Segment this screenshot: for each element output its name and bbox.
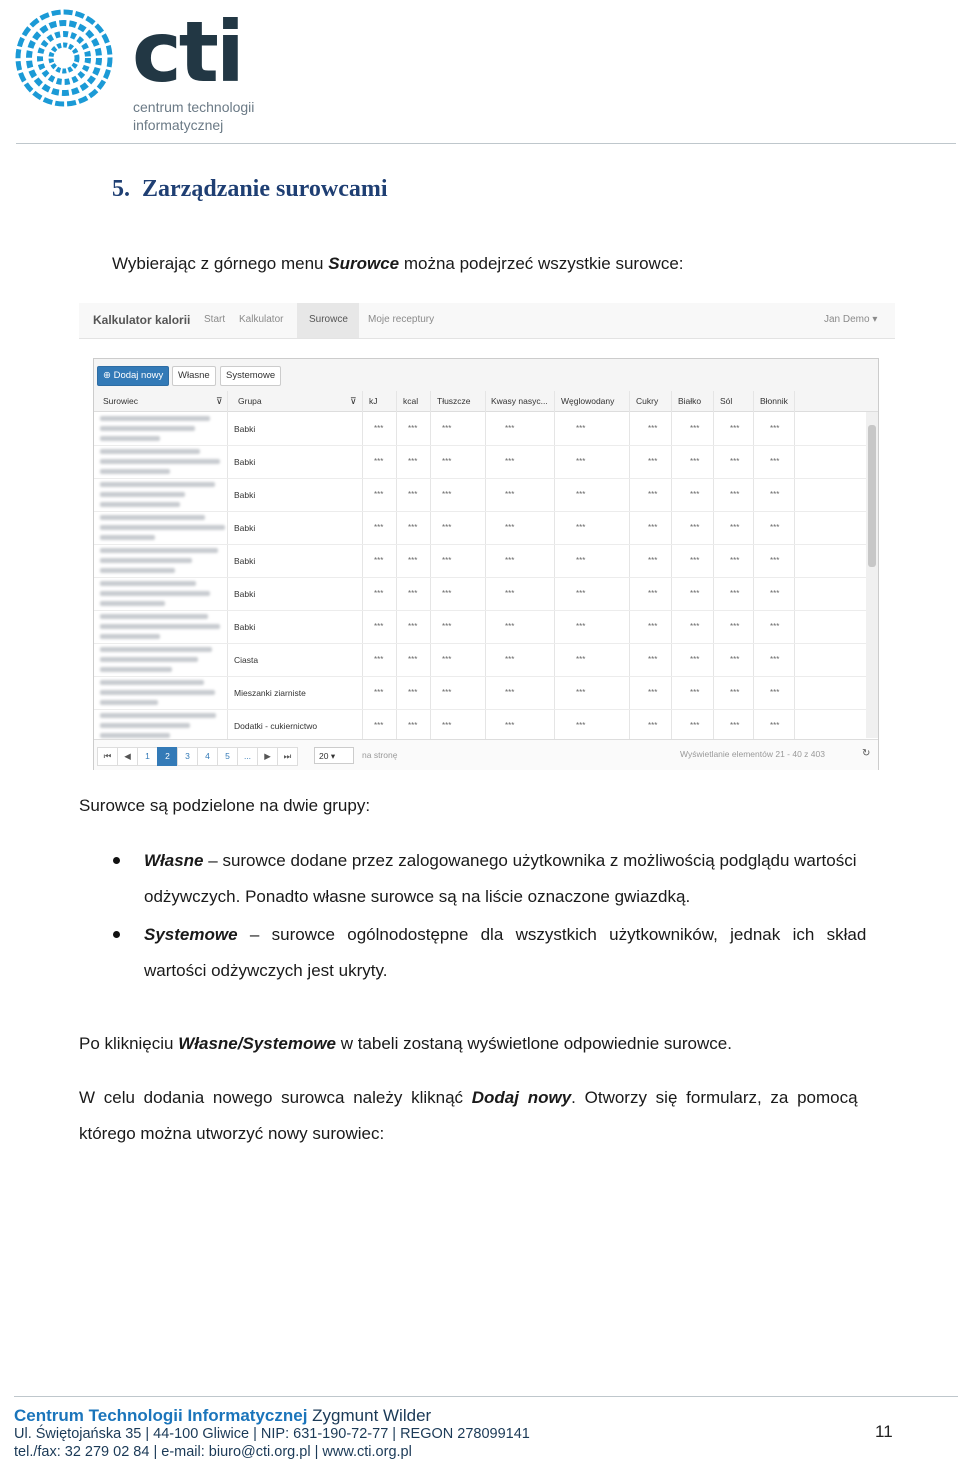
table-row[interactable] bbox=[94, 544, 866, 578]
column-header[interactable]: Białko bbox=[678, 396, 702, 406]
group-cell: Ciasta bbox=[234, 655, 259, 665]
masked-value-cell: *** bbox=[374, 424, 384, 433]
column-header[interactable]: kJ bbox=[369, 396, 378, 406]
masked-value-cell: *** bbox=[408, 556, 418, 565]
paragraph-add-line1 bbox=[79, 1087, 895, 1109]
redacted-name bbox=[100, 700, 158, 705]
masked-value-cell: *** bbox=[505, 556, 515, 565]
masked-value-cell: *** bbox=[770, 490, 780, 499]
redacted-name bbox=[100, 502, 180, 507]
table-row[interactable] bbox=[94, 643, 866, 677]
user-menu[interactable]: Jan Demo ▾ bbox=[824, 314, 878, 325]
masked-value-cell: *** bbox=[374, 490, 384, 499]
masked-value-cell: *** bbox=[648, 622, 658, 631]
masked-value-cell: *** bbox=[442, 490, 452, 499]
masked-value-cell: *** bbox=[442, 622, 452, 631]
masked-value-cell: *** bbox=[374, 655, 384, 664]
bullet-own-line2: odżywczych. Ponadto własne surowce są na liście oznaczone gwiazdką. bbox=[144, 887, 691, 906]
masked-value-cell: *** bbox=[690, 589, 700, 598]
bullet-system-line1 bbox=[144, 924, 895, 946]
logo-tagline: informatycznej bbox=[133, 117, 224, 133]
masked-value-cell: *** bbox=[770, 457, 780, 466]
scrollbar-thumb[interactable] bbox=[868, 425, 876, 567]
group-cell: Dodatki - cukiernictwo bbox=[234, 721, 318, 731]
table-row[interactable] bbox=[94, 478, 866, 512]
nav-item-moje-receptury[interactable]: Moje receptury bbox=[368, 314, 435, 325]
section-title: Zarządzanie surowcami bbox=[142, 176, 388, 202]
redacted-name bbox=[100, 568, 175, 573]
redacted-name bbox=[100, 667, 172, 672]
masked-value-cell: *** bbox=[730, 688, 740, 697]
masked-value-cell: *** bbox=[648, 721, 658, 730]
masked-value-cell: *** bbox=[374, 523, 384, 532]
own-filter-button[interactable]: Własne bbox=[172, 366, 216, 386]
masked-value-cell: *** bbox=[408, 655, 418, 664]
raw-materials-grid bbox=[93, 358, 879, 770]
paragraph-text: w tabeli zostaną wyświetlone odpowiednie surowce. bbox=[336, 1034, 732, 1053]
masked-value-cell: *** bbox=[648, 457, 658, 466]
paragraph-emphasis: Własne/Systemowe bbox=[178, 1034, 336, 1053]
group-cell: Mieszanki ziarniste bbox=[234, 688, 306, 698]
masked-value-cell: *** bbox=[505, 490, 515, 499]
app-navbar bbox=[79, 303, 895, 339]
masked-value-cell: *** bbox=[730, 523, 740, 532]
masked-value-cell: *** bbox=[576, 688, 586, 697]
masked-value-cell: *** bbox=[505, 457, 515, 466]
intro-text: można podejrzeć wszystkie surowce: bbox=[399, 254, 684, 273]
page-link-2-active[interactable]: 2 bbox=[157, 747, 178, 766]
masked-value-cell: *** bbox=[730, 655, 740, 664]
groups-intro: Surowce są podzielone na dwie grupy: bbox=[79, 796, 371, 815]
header-divider bbox=[16, 143, 956, 144]
masked-value-cell: *** bbox=[442, 655, 452, 664]
bullet-system-line2: wartości odżywczych jest ukryty. bbox=[144, 961, 388, 980]
masked-value-cell: *** bbox=[730, 589, 740, 598]
masked-value-cell: *** bbox=[442, 424, 452, 433]
add-new-button[interactable]: ⊕ Dodaj nowy bbox=[97, 366, 169, 386]
page-link-5[interactable]: 5 bbox=[217, 747, 238, 766]
masked-value-cell: *** bbox=[374, 457, 384, 466]
masked-value-cell: *** bbox=[505, 721, 515, 730]
table-row[interactable] bbox=[94, 709, 866, 743]
items-count-label: Wyświetlanie elementów 21 - 40 z 403 bbox=[680, 749, 825, 759]
column-header[interactable]: Kwasy nasyc... bbox=[491, 396, 548, 406]
masked-value-cell: *** bbox=[505, 589, 515, 598]
column-header[interactable]: kcal bbox=[403, 396, 419, 406]
masked-value-cell: *** bbox=[648, 424, 658, 433]
masked-value-cell: *** bbox=[442, 688, 452, 697]
redacted-name bbox=[100, 469, 170, 474]
masked-value-cell: *** bbox=[770, 721, 780, 730]
prev-page-icon[interactable]: ◀ bbox=[117, 747, 138, 766]
last-page-icon[interactable]: ⏭ bbox=[277, 747, 298, 766]
bullet-term: Systemowe bbox=[144, 925, 238, 944]
column-header[interactable]: Surowiec bbox=[103, 396, 138, 406]
page-link-3[interactable]: 3 bbox=[177, 747, 198, 766]
column-header[interactable]: Cukry bbox=[636, 396, 659, 406]
masked-value-cell: *** bbox=[505, 688, 515, 697]
column-header[interactable]: Sól bbox=[720, 396, 733, 406]
masked-value-cell: *** bbox=[505, 622, 515, 631]
masked-value-cell: *** bbox=[730, 424, 740, 433]
column-header[interactable]: Grupa bbox=[238, 396, 262, 406]
table-row[interactable] bbox=[94, 445, 866, 479]
masked-value-cell: *** bbox=[730, 556, 740, 565]
cti-logo-text: cti bbox=[132, 3, 242, 101]
masked-value-cell: *** bbox=[770, 589, 780, 598]
page-number: 11 bbox=[875, 1422, 893, 1441]
bullet-icon bbox=[113, 857, 120, 864]
filter-icon[interactable]: ⊽ bbox=[216, 396, 223, 406]
group-cell: Babki bbox=[234, 622, 256, 632]
grid-header bbox=[94, 391, 878, 412]
paragraph-filter bbox=[79, 1033, 732, 1055]
bullet-text: – surowce dodane przez zalogowanego użytkownika z możliwością podglądu wartości bbox=[208, 851, 857, 870]
masked-value-cell: *** bbox=[374, 688, 384, 697]
redacted-name bbox=[100, 614, 208, 619]
masked-value-cell: *** bbox=[770, 622, 780, 631]
masked-value-cell: *** bbox=[576, 490, 586, 499]
paragraph-emphasis: Dodaj nowy bbox=[471, 1088, 572, 1107]
masked-value-cell: *** bbox=[690, 523, 700, 532]
masked-value-cell: *** bbox=[648, 556, 658, 565]
masked-value-cell: *** bbox=[408, 688, 418, 697]
masked-value-cell: *** bbox=[690, 457, 700, 466]
app-brand[interactable]: Kalkulator kalorii bbox=[93, 313, 191, 327]
masked-value-cell: *** bbox=[690, 721, 700, 730]
masked-value-cell: *** bbox=[770, 424, 780, 433]
page-link-1[interactable]: 1 bbox=[137, 747, 158, 766]
masked-value-cell: *** bbox=[576, 556, 586, 565]
redacted-name bbox=[100, 426, 195, 431]
redacted-name bbox=[100, 624, 220, 629]
masked-value-cell: *** bbox=[408, 721, 418, 730]
column-header[interactable]: Tłuszcze bbox=[437, 396, 471, 406]
masked-value-cell: *** bbox=[648, 655, 658, 664]
group-cell: Babki bbox=[234, 490, 256, 500]
system-filter-button[interactable]: Systemowe bbox=[220, 366, 281, 386]
bullet-own-line1 bbox=[144, 850, 857, 872]
redacted-name bbox=[100, 492, 185, 497]
redacted-name bbox=[100, 647, 212, 652]
masked-value-cell: *** bbox=[505, 424, 515, 433]
masked-value-cell: *** bbox=[648, 688, 658, 697]
app-screenshot bbox=[79, 303, 895, 769]
masked-value-cell: *** bbox=[730, 457, 740, 466]
masked-value-cell: *** bbox=[442, 589, 452, 598]
page-size-select[interactable]: 20 ▾ bbox=[314, 747, 354, 764]
refresh-icon[interactable]: ↻ bbox=[862, 748, 871, 759]
masked-value-cell: *** bbox=[770, 523, 780, 532]
masked-value-cell: *** bbox=[730, 622, 740, 631]
nav-item-kalkulator[interactable]: Kalkulator bbox=[239, 314, 284, 325]
bullet-icon bbox=[113, 931, 120, 938]
grid-toolbar bbox=[94, 359, 878, 392]
nav-item-surowce[interactable]: Surowce bbox=[309, 314, 348, 325]
masked-value-cell: *** bbox=[576, 589, 586, 598]
intro-text: Wybierając z górnego menu bbox=[112, 254, 329, 273]
masked-value-cell: *** bbox=[374, 622, 384, 631]
paragraph-text: W celu dodania nowego surowca należy kliknąć bbox=[79, 1088, 472, 1107]
masked-value-cell: *** bbox=[442, 457, 452, 466]
masked-value-cell: *** bbox=[374, 556, 384, 565]
masked-value-cell: *** bbox=[690, 556, 700, 565]
masked-value-cell: *** bbox=[648, 523, 658, 532]
redacted-name bbox=[100, 548, 218, 553]
table-row[interactable] bbox=[94, 412, 866, 446]
redacted-name bbox=[100, 713, 216, 718]
filter-icon[interactable]: ⊽ bbox=[350, 396, 357, 406]
redacted-name bbox=[100, 601, 165, 606]
masked-value-cell: *** bbox=[690, 622, 700, 631]
masked-value-cell: *** bbox=[690, 490, 700, 499]
redacted-name bbox=[100, 482, 215, 487]
masked-value-cell: *** bbox=[576, 424, 586, 433]
footer-company bbox=[14, 1406, 431, 1426]
masked-value-cell: *** bbox=[576, 457, 586, 466]
masked-value-cell: *** bbox=[442, 523, 452, 532]
paragraph-text: Po kliknięciu bbox=[79, 1034, 179, 1053]
nav-item-start[interactable]: Start bbox=[204, 314, 226, 325]
footer-company-name: Centrum Technologii Informatycznej bbox=[14, 1406, 308, 1425]
redacted-name bbox=[100, 515, 205, 520]
redacted-name bbox=[100, 680, 204, 685]
masked-value-cell: *** bbox=[374, 589, 384, 598]
group-cell: Babki bbox=[234, 589, 256, 599]
redacted-name bbox=[100, 416, 210, 421]
redacted-name bbox=[100, 459, 220, 464]
paragraph-add-line2: którego można utworzyć nowy surowiec: bbox=[79, 1124, 385, 1143]
masked-value-cell: *** bbox=[576, 721, 586, 730]
next-page-icon[interactable]: ▶ bbox=[257, 747, 278, 766]
group-cell: Babki bbox=[234, 424, 256, 434]
redacted-name bbox=[100, 558, 192, 563]
masked-value-cell: *** bbox=[690, 688, 700, 697]
section-number: 5. bbox=[112, 176, 130, 202]
redacted-name bbox=[100, 733, 170, 738]
masked-value-cell: *** bbox=[408, 457, 418, 466]
table-row[interactable] bbox=[94, 577, 866, 611]
masked-value-cell: *** bbox=[408, 490, 418, 499]
redacted-name bbox=[100, 634, 160, 639]
masked-value-cell: *** bbox=[770, 688, 780, 697]
masked-value-cell: *** bbox=[576, 523, 586, 532]
logo-tagline: centrum technologii bbox=[133, 99, 255, 115]
redacted-name bbox=[100, 581, 196, 586]
page-link-4[interactable]: 4 bbox=[197, 747, 218, 766]
redacted-name bbox=[100, 723, 190, 728]
masked-value-cell: *** bbox=[770, 655, 780, 664]
group-cell: Babki bbox=[234, 457, 256, 467]
footer-owner-name: Zygmunt Wilder bbox=[307, 1406, 432, 1425]
group-cell: Babki bbox=[234, 556, 256, 566]
masked-value-cell: *** bbox=[576, 655, 586, 664]
intro-paragraph bbox=[112, 253, 684, 275]
masked-value-cell: *** bbox=[408, 424, 418, 433]
table-row[interactable] bbox=[94, 511, 866, 545]
redacted-name bbox=[100, 525, 225, 530]
masked-value-cell: *** bbox=[730, 490, 740, 499]
redacted-name bbox=[100, 657, 198, 662]
section-heading bbox=[112, 176, 388, 203]
redacted-name bbox=[100, 591, 210, 596]
masked-value-cell: *** bbox=[648, 490, 658, 499]
page-link-more[interactable]: ... bbox=[237, 747, 258, 766]
bullet-text: – surowce ogólnodostępne dla wszystkich użytkowników, jednak ich skład bbox=[249, 925, 867, 944]
footer-contact: tel./fax: 32 279 02 84 | e-mail: biuro@cti.org.pl | www.cti.org.pl bbox=[14, 1444, 412, 1460]
masked-value-cell: *** bbox=[576, 622, 586, 631]
per-page-label: na stronę bbox=[362, 750, 398, 760]
redacted-name bbox=[100, 535, 155, 540]
masked-value-cell: *** bbox=[730, 721, 740, 730]
masked-value-cell: *** bbox=[690, 655, 700, 664]
masked-value-cell: *** bbox=[408, 523, 418, 532]
paragraph-text: . Otworzy się formularz, za pomocą bbox=[571, 1088, 858, 1107]
masked-value-cell: *** bbox=[408, 589, 418, 598]
masked-value-cell: *** bbox=[442, 556, 452, 565]
redacted-name bbox=[100, 436, 160, 441]
table-row[interactable] bbox=[94, 610, 866, 644]
column-header[interactable]: Węglowodany bbox=[561, 396, 615, 406]
footer-divider bbox=[14, 1396, 958, 1397]
intro-emphasis: Surowce bbox=[328, 254, 400, 273]
table-row[interactable] bbox=[94, 676, 866, 710]
masked-value-cell: *** bbox=[408, 622, 418, 631]
first-page-icon[interactable]: ⏮ bbox=[97, 747, 118, 766]
masked-value-cell: *** bbox=[442, 721, 452, 730]
column-header[interactable]: Błonnik bbox=[760, 396, 788, 406]
grid-pager bbox=[94, 739, 878, 770]
masked-value-cell: *** bbox=[770, 556, 780, 565]
cti-logo-mark bbox=[14, 8, 114, 108]
masked-value-cell: *** bbox=[648, 589, 658, 598]
redacted-name bbox=[100, 449, 200, 454]
footer-address: Ul. Świętojańska 35 | 44-100 Gliwice | NIP: 631-190-72-77 | REGON 278099141 bbox=[14, 1426, 530, 1442]
group-cell: Babki bbox=[234, 523, 256, 533]
masked-value-cell: *** bbox=[690, 424, 700, 433]
bullet-term: Własne bbox=[144, 851, 204, 870]
masked-value-cell: *** bbox=[374, 721, 384, 730]
redacted-name bbox=[100, 690, 215, 695]
masked-value-cell: *** bbox=[505, 655, 515, 664]
masked-value-cell: *** bbox=[505, 523, 515, 532]
